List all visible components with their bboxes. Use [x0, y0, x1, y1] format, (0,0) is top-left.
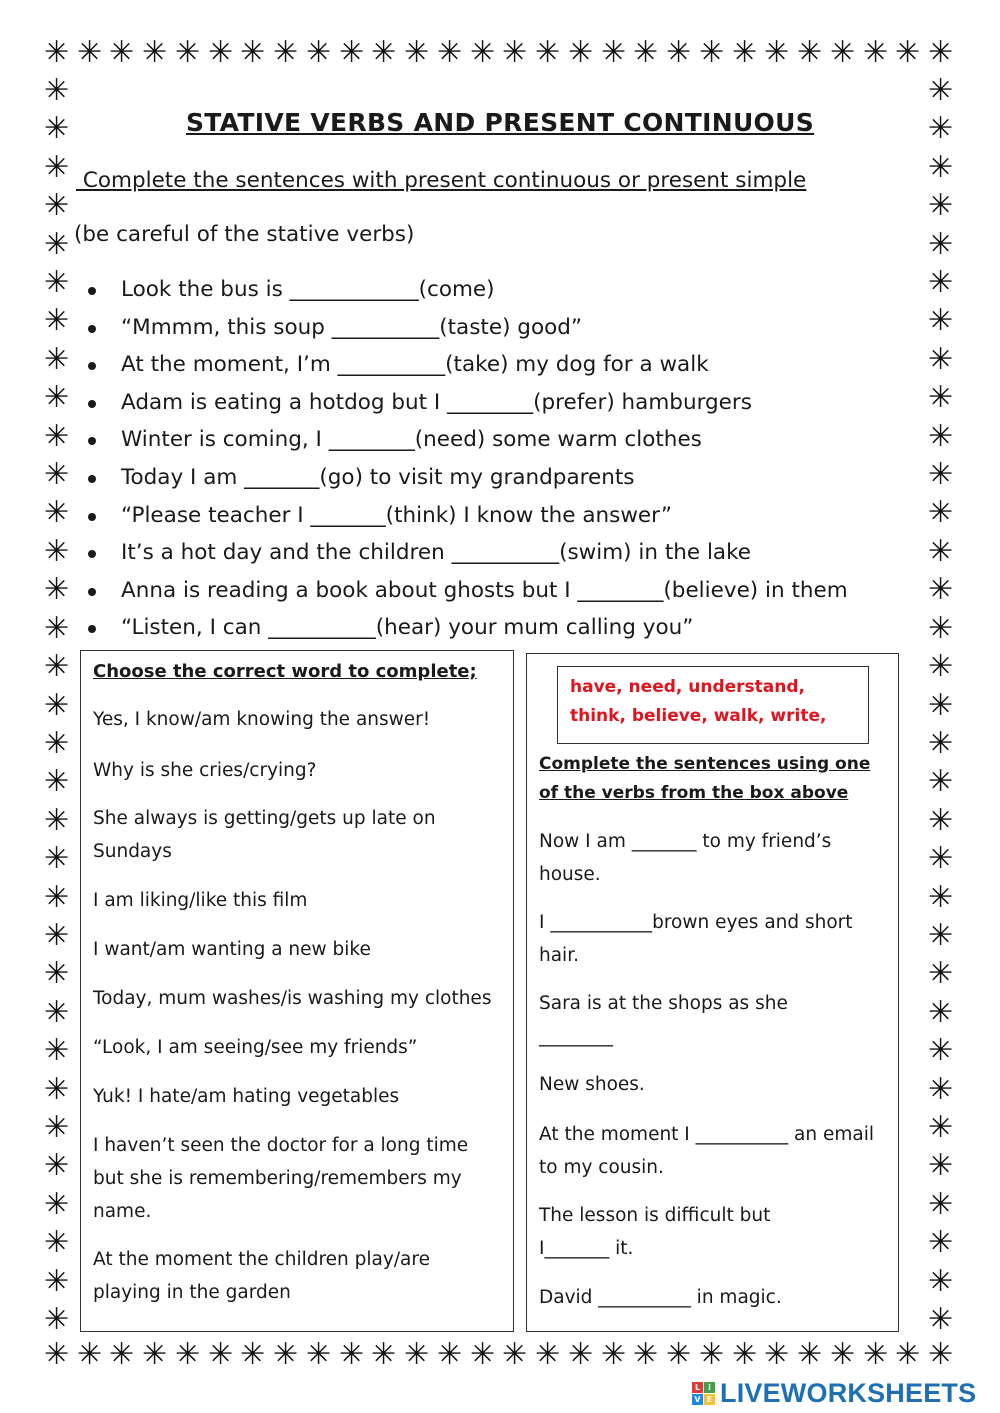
exercise1-item: Today I am _______(go) to visit my grandparents	[88, 465, 848, 503]
border-star-icon: ✳	[928, 35, 954, 70]
exercise3-item: I ___________brown eyes and short hair.	[539, 912, 853, 966]
exercise2-item: Yuk! I hate/am hating vegetables	[93, 1086, 400, 1107]
border-star-icon: ✳	[732, 35, 758, 70]
border-star-icon: ✳	[44, 188, 70, 223]
border-star-icon: ✳	[44, 303, 70, 338]
border-star-icon: ✳	[44, 380, 70, 415]
border-star-icon: ✳	[142, 1337, 168, 1372]
border-star-icon: ✳	[928, 1110, 954, 1145]
border-star-icon: ✳	[928, 611, 954, 646]
border-star-icon: ✳	[928, 150, 954, 185]
border-star-icon: ✳	[928, 1264, 954, 1299]
border-star-icon: ✳	[928, 1337, 954, 1372]
border-star-icon: ✳	[273, 35, 299, 70]
border-star-icon: ✳	[797, 35, 823, 70]
exercise2-item: Why is she cries/crying?	[93, 760, 317, 781]
border-star-icon: ✳	[928, 688, 954, 723]
page-title: STATIVE VERBS AND PRESENT CONTINUOUS	[185, 108, 815, 137]
border-star-icon: ✳	[830, 1337, 856, 1372]
border-star-icon: ✳	[44, 227, 70, 262]
border-star-icon: ✳	[109, 35, 135, 70]
border-star-icon: ✳	[633, 35, 659, 70]
border-star-icon: ✳	[44, 726, 70, 761]
border-star-icon: ✳	[44, 1264, 70, 1299]
exercise1-instruction: Complete the sentences with present continuous or present simple	[76, 168, 807, 193]
border-star-icon: ✳	[928, 265, 954, 300]
exercise2-item: At the moment the children play/are playing in the garden	[93, 1249, 430, 1303]
border-star-icon: ✳	[371, 1337, 397, 1372]
border-star-icon: ✳	[928, 342, 954, 377]
border-star-icon: ✳	[928, 457, 954, 492]
border-star-icon: ✳	[44, 649, 70, 684]
border-star-icon: ✳	[928, 227, 954, 262]
logo-text: LIVEWORKSHEETS	[720, 1378, 977, 1408]
border-star-icon: ✳	[928, 1033, 954, 1068]
border-star-icon: ✳	[535, 35, 561, 70]
exercise1-item: Anna is reading a book about ghosts but I ________(believe) in them	[88, 578, 848, 616]
liveworksheets-logo[interactable]	[692, 1378, 976, 1409]
border-star-icon: ✳	[44, 1072, 70, 1107]
exercise3-item: New shoes.	[539, 1074, 645, 1095]
border-star-icon: ✳	[306, 35, 332, 70]
border-star-icon: ✳	[44, 803, 70, 838]
exercise1-note: (be careful of the stative verbs)	[74, 222, 415, 247]
border-star-icon: ✳	[928, 649, 954, 684]
border-star-icon: ✳	[208, 1337, 234, 1372]
border-star-icon: ✳	[928, 534, 954, 569]
border-star-icon: ✳	[928, 995, 954, 1030]
border-star-icon: ✳	[339, 1337, 365, 1372]
exercise1-item: “Please teacher I _______(think) I know the answer”	[88, 503, 848, 541]
border-star-icon: ✳	[44, 918, 70, 953]
border-star-icon: ✳	[928, 1187, 954, 1222]
border-star-icon: ✳	[44, 342, 70, 377]
border-star-icon: ✳	[306, 1337, 332, 1372]
border-star-icon: ✳	[44, 73, 70, 108]
border-star-icon: ✳	[928, 495, 954, 530]
exercise3-item: Now I am _______ to my friend’s house.	[539, 831, 832, 885]
border-star-icon: ✳	[830, 35, 856, 70]
border-star-icon: ✳	[77, 35, 103, 70]
border-star-icon: ✳	[44, 111, 70, 146]
verb-word-box: have, need, understand, think, believe, walk, write,	[557, 666, 869, 744]
logo-mark-icon: L i V E	[692, 1382, 716, 1406]
border-star-icon: ✳	[44, 572, 70, 607]
border-star-icon: ✳	[928, 73, 954, 108]
border-star-icon: ✳	[863, 1337, 889, 1372]
border-star-icon: ✳	[404, 35, 430, 70]
border-star-icon: ✳	[44, 995, 70, 1030]
border-star-icon: ✳	[44, 35, 70, 70]
border-star-icon: ✳	[44, 611, 70, 646]
border-star-icon: ✳	[895, 35, 921, 70]
border-star-icon: ✳	[928, 380, 954, 415]
border-star-icon: ✳	[240, 1337, 266, 1372]
border-star-icon: ✳	[699, 1337, 725, 1372]
exercise3-item: At the moment I __________ an email to my cousin.	[539, 1124, 874, 1178]
border-star-icon: ✳	[77, 1337, 103, 1372]
border-star-icon: ✳	[601, 1337, 627, 1372]
border-star-icon: ✳	[44, 457, 70, 492]
border-star-icon: ✳	[109, 1337, 135, 1372]
exercise1-list	[88, 277, 848, 653]
border-star-icon: ✳	[240, 35, 266, 70]
border-star-icon: ✳	[928, 880, 954, 915]
border-star-icon: ✳	[44, 1187, 70, 1222]
border-star-icon: ✳	[502, 35, 528, 70]
border-star-icon: ✳	[44, 1302, 70, 1337]
exercise2-item: Today, mum washes/is washing my clothes	[93, 988, 492, 1009]
border-star-icon: ✳	[797, 1337, 823, 1372]
border-star-icon: ✳	[470, 35, 496, 70]
border-star-icon: ✳	[666, 35, 692, 70]
exercise3-item: David __________ in magic.	[539, 1287, 782, 1308]
border-star-icon: ✳	[404, 1337, 430, 1372]
border-star-icon: ✳	[44, 880, 70, 915]
border-star-icon: ✳	[699, 35, 725, 70]
border-star-icon: ✳	[928, 918, 954, 953]
border-star-icon: ✳	[928, 726, 954, 761]
border-star-icon: ✳	[44, 764, 70, 799]
border-star-icon: ✳	[928, 1225, 954, 1260]
border-star-icon: ✳	[764, 35, 790, 70]
border-star-icon: ✳	[44, 419, 70, 454]
border-star-icon: ✳	[175, 1337, 201, 1372]
border-star-icon: ✳	[44, 1337, 70, 1372]
border-star-icon: ✳	[928, 1302, 954, 1337]
exercise2-item: Yes, I know/am knowing the answer!	[93, 709, 431, 730]
border-star-icon: ✳	[142, 35, 168, 70]
exercise3-heading: Complete the sentences using one of the verbs from the box above	[539, 754, 871, 803]
exercise3-box	[526, 653, 899, 1332]
border-star-icon: ✳	[666, 1337, 692, 1372]
exercise1-item: “Listen, I can __________(hear) your mum calling you”	[88, 615, 848, 653]
exercise3-item: The lesson is difficult but I_______ it.	[539, 1205, 771, 1259]
exercise1-item: Look the bus is ____________(come)	[88, 277, 848, 315]
exercise2-item: I am liking/like this film	[93, 890, 308, 911]
border-star-icon: ✳	[339, 35, 365, 70]
border-star-icon: ✳	[568, 35, 594, 70]
border-star-icon: ✳	[44, 956, 70, 991]
border-star-icon: ✳	[928, 303, 954, 338]
exercise3-item: Sara is at the shops as she ________	[539, 993, 788, 1047]
border-star-icon: ✳	[44, 534, 70, 569]
exercise2-item: “Look, I am seeing/see my friends”	[93, 1037, 418, 1058]
exercise2-item: I want/am wanting a new bike	[93, 939, 371, 960]
border-star-icon: ✳	[928, 841, 954, 876]
border-star-icon: ✳	[502, 1337, 528, 1372]
border-star-icon: ✳	[44, 1033, 70, 1068]
border-star-icon: ✳	[175, 35, 201, 70]
exercise2-item: I haven’t seen the doctor for a long time but she is remembering/remembers my name.	[93, 1135, 469, 1222]
exercise1-item: “Mmmm, this soup __________(taste) good”	[88, 315, 848, 353]
border-star-icon: ✳	[437, 35, 463, 70]
border-star-icon: ✳	[928, 188, 954, 223]
border-star-icon: ✳	[928, 764, 954, 799]
border-star-icon: ✳	[44, 1110, 70, 1145]
border-star-icon: ✳	[928, 111, 954, 146]
border-star-icon: ✳	[44, 265, 70, 300]
border-star-icon: ✳	[44, 1148, 70, 1183]
exercise2-item: She always is getting/gets up late on Sundays	[93, 808, 436, 862]
border-star-icon: ✳	[732, 1337, 758, 1372]
border-star-icon: ✳	[928, 419, 954, 454]
border-star-icon: ✳	[633, 1337, 659, 1372]
border-star-icon: ✳	[764, 1337, 790, 1372]
border-star-icon: ✳	[535, 1337, 561, 1372]
exercise1-item: Adam is eating a hotdog but I ________(prefer) hamburgers	[88, 390, 848, 428]
border-star-icon: ✳	[437, 1337, 463, 1372]
exercise2-heading: Choose the correct word to complete;	[93, 661, 477, 682]
border-star-icon: ✳	[863, 35, 889, 70]
border-star-icon: ✳	[208, 35, 234, 70]
exercise1-item: It’s a hot day and the children __________(swim) in the lake	[88, 540, 848, 578]
border-star-icon: ✳	[273, 1337, 299, 1372]
border-star-icon: ✳	[371, 35, 397, 70]
border-star-icon: ✳	[928, 572, 954, 607]
border-star-icon: ✳	[928, 1072, 954, 1107]
border-star-icon: ✳	[44, 688, 70, 723]
border-star-icon: ✳	[44, 150, 70, 185]
border-star-icon: ✳	[470, 1337, 496, 1372]
border-star-icon: ✳	[44, 1225, 70, 1260]
border-star-icon: ✳	[44, 495, 70, 530]
border-star-icon: ✳	[928, 956, 954, 991]
exercise1-item: At the moment, I’m __________(take) my dog for a walk	[88, 352, 848, 390]
border-star-icon: ✳	[928, 803, 954, 838]
border-star-icon: ✳	[928, 1148, 954, 1183]
border-star-icon: ✳	[895, 1337, 921, 1372]
border-star-icon: ✳	[44, 841, 70, 876]
exercise2-box	[80, 650, 514, 1332]
exercise1-item: Winter is coming, I ________(need) some warm clothes	[88, 427, 848, 465]
border-star-icon: ✳	[568, 1337, 594, 1372]
border-star-icon: ✳	[601, 35, 627, 70]
